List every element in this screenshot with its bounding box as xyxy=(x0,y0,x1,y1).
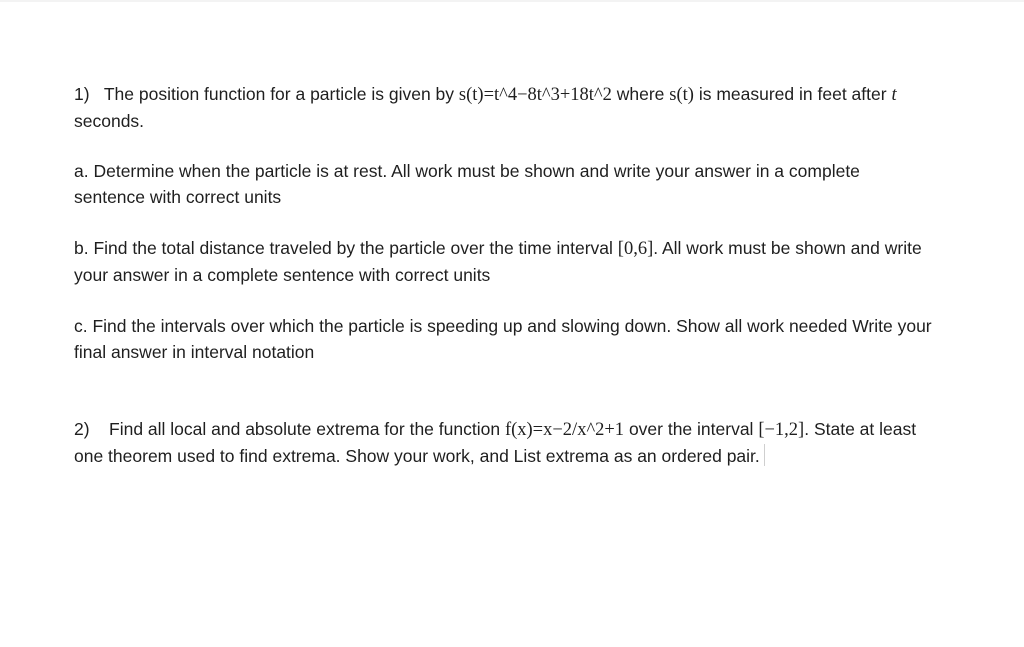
question-1-text-c: is measured in feet after xyxy=(698,84,887,104)
question-1-text-b: where xyxy=(616,84,665,104)
question-1-text-a: The position function for a particle is given by xyxy=(103,84,455,104)
question-1a xyxy=(74,158,934,210)
question-1b-text-b: . All work must be shown and write your answer in a complete sentence with correct units xyxy=(74,238,922,285)
text-cursor xyxy=(764,444,765,466)
question-1c-text: c. Find the intervals over which the particle is speeding up and slowing down. Show all work needed Write your final answer in interval notation xyxy=(74,316,932,362)
question-1-text-d: seconds. xyxy=(74,111,145,131)
extrema-function: f(x)=x−2/x^2+1 xyxy=(504,420,625,440)
question-2-text-a: Find all local and absolute extrema for the function xyxy=(109,419,501,439)
position-function: s(t)=t^4−8t^3+18t^2 xyxy=(458,85,612,105)
question-1b-text-a: b. Find the total distance traveled by the particle over the time interval xyxy=(74,238,613,258)
question-1a-text: a. Determine when the particle is at rest. All work must be shown and write your answer in a complete sentence with correct units xyxy=(74,161,860,207)
extrema-interval: [−1,2] xyxy=(758,420,805,440)
question-1-number: 1) xyxy=(74,84,90,104)
top-border xyxy=(0,0,1024,2)
time-interval: [0,6] xyxy=(617,239,654,259)
question-1c xyxy=(74,313,934,365)
question-1 xyxy=(74,81,934,134)
question-1b xyxy=(74,235,934,288)
question-2-text-b: over the interval xyxy=(628,419,754,439)
question-2-number: 2) xyxy=(74,419,90,439)
question-2 xyxy=(74,416,934,469)
t-variable: t xyxy=(891,85,897,105)
question-2-text-c: . State at least one theorem used to find extrema. Show your work, and List extrema as an ordered pair. xyxy=(74,419,917,466)
s-of-t: s(t) xyxy=(669,85,694,105)
